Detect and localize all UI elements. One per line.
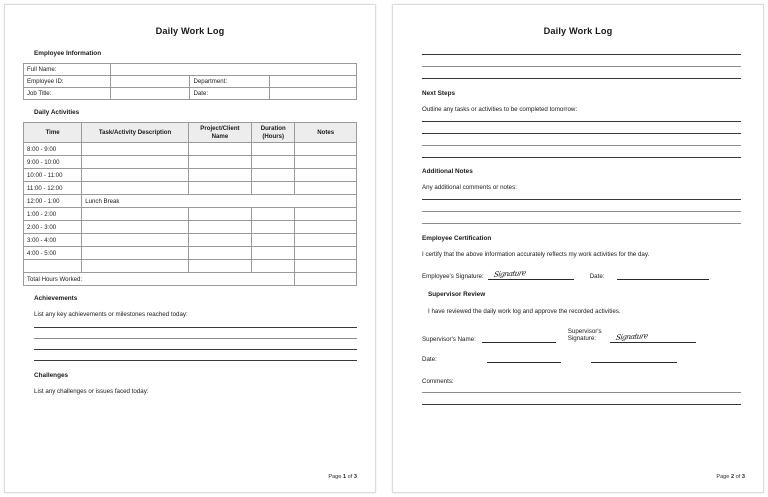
supervisor-name-label: Supervisor's Name: [422,335,476,343]
daily-activities-heading: Daily Activities [34,109,80,116]
lunch-break-cell: Lunch Break [82,195,357,208]
supervisor-date-secondary-input[interactable] [591,353,677,363]
page-2-footer [716,474,745,480]
activity-duration[interactable] [252,143,295,156]
page-1-footer [328,474,357,480]
supervisor-date-label: Date: [422,355,437,363]
activity-duration[interactable] [252,247,295,260]
total-hours-value[interactable] [295,273,357,286]
additional-notes-lines[interactable] [422,199,741,224]
activity-task[interactable] [82,169,189,182]
challenges-prompt: List any challenges or issues faced today: [34,388,149,396]
employee-signature-label: Employee's Signature: [422,273,484,280]
table-row[interactable] [24,76,357,88]
activity-task[interactable] [82,221,189,234]
activity-duration[interactable] [252,156,295,169]
footer-prefix: Page [716,474,731,480]
employee-information-table[interactable] [23,63,357,100]
challenges-heading: Challenges [34,372,69,380]
activity-task[interactable] [82,182,189,195]
activity-project[interactable] [188,234,251,247]
activity-duration[interactable] [252,221,295,234]
employee-full-name-label: Full Name: [24,64,111,76]
supervisor-name-row[interactable] [422,328,741,343]
table-row[interactable] [24,208,357,221]
activity-notes[interactable] [295,260,357,273]
activity-duration[interactable] [252,182,295,195]
signature-script: Signature [492,268,527,279]
employee-signature-row[interactable] [422,270,741,280]
footer-prefix: Page [328,474,343,480]
column-header-task: Task/Activity Description [82,123,189,143]
page-2-title: Daily Work Log [543,26,613,36]
activity-time: 10:00 - 11:00 [24,169,82,182]
comments-label: Comments: [422,377,454,385]
activity-time [24,260,82,273]
activity-duration[interactable] [252,234,295,247]
page-1-content [5,5,375,492]
comments-lines[interactable] [422,392,741,405]
employee-id-value[interactable] [110,76,190,88]
activity-project[interactable] [188,260,251,273]
footer-current-page: 2 [730,474,735,480]
footer-current-page: 1 [342,474,347,480]
table-row[interactable] [24,88,357,100]
document-page-1[interactable] [4,4,376,493]
activities-header-row [24,123,357,143]
supervisor-date-row[interactable] [422,353,741,363]
activity-time: 9:00 - 10:00 [24,156,82,169]
additional-notes-prompt: Any additional comments or notes: [422,184,517,191]
activity-duration[interactable] [252,208,295,221]
activity-notes[interactable] [295,182,357,195]
table-row[interactable] [24,221,357,234]
activity-project[interactable] [188,182,251,195]
activity-notes[interactable] [295,169,357,182]
activity-project[interactable] [188,221,251,234]
activity-task[interactable] [82,208,189,221]
table-row[interactable] [24,156,357,169]
next-steps-prompt: Outline any tasks or activities to be completed tomorrow: [422,106,578,113]
activity-project[interactable] [188,169,251,182]
department-label: Department: [190,76,270,88]
page-2-content [393,5,763,492]
activity-task[interactable] [82,234,189,247]
table-row[interactable] [24,247,357,260]
employee-signature-input[interactable] [488,270,574,280]
activity-duration[interactable] [252,260,295,273]
activity-task[interactable] [82,156,189,169]
date-value[interactable] [270,88,357,100]
column-header-project: Project/Client Name [188,123,251,143]
footer-total-pages: 3 [741,474,745,480]
activity-notes[interactable] [295,247,357,260]
department-value[interactable] [270,76,357,88]
activity-notes[interactable] [295,221,357,234]
activity-duration[interactable] [252,169,295,182]
table-row[interactable] [24,169,357,182]
footer-total-pages: 3 [353,474,357,480]
table-row[interactable] [24,260,357,273]
additional-notes-heading: Additional Notes [422,168,473,175]
page-2-top-lines[interactable] [422,54,741,79]
employee-certification-heading: Employee Certification [422,235,492,242]
next-steps-heading: Next Steps [422,90,456,97]
table-row[interactable] [24,182,357,195]
activity-project[interactable] [188,143,251,156]
activity-notes[interactable] [295,234,357,247]
column-header-notes: Notes [295,123,357,143]
activity-notes[interactable] [295,208,357,221]
activity-time: 12:00 - 1:00 [24,195,82,208]
activity-project[interactable] [188,156,251,169]
activity-notes[interactable] [295,156,357,169]
activity-time: 4:00 - 5:00 [24,247,82,260]
supervisor-date-input[interactable] [487,353,561,363]
achievements-lines[interactable] [34,327,357,361]
job-title-value[interactable] [110,88,190,100]
write-line[interactable] [422,404,741,405]
achievements-heading: Achievements [34,295,78,303]
column-header-time: Time [24,123,82,143]
activity-project[interactable] [188,208,251,221]
employee-information-heading: Employee Information [34,50,102,57]
signature-script: Signature [614,330,649,342]
page-1-title: Daily Work Log [155,26,225,36]
employee-id-label: Employee ID: [24,76,111,88]
next-steps-lines[interactable] [422,121,741,158]
employee-certification-statement: I certify that the above information accurately reflects my work activities for the day. [422,251,650,258]
job-title-label: Job Title: [24,88,111,100]
table-row-lunch[interactable] [24,195,357,208]
supervisor-signature-input[interactable] [610,330,696,343]
employee-date-label: Date: [589,273,605,280]
activity-task[interactable] [82,260,189,273]
employee-full-name-value[interactable] [110,64,356,76]
activity-time: 3:00 - 4:00 [24,234,82,247]
footer-middle: of [346,474,354,480]
activity-time: 11:00 - 12:00 [24,182,82,195]
supervisor-signature-label: Supervisor's Signature: [567,328,602,343]
activity-task[interactable] [82,247,189,260]
document-page-2[interactable] [392,4,764,493]
total-hours-label: Total Hours Worked: [24,273,295,286]
activity-task[interactable] [82,143,189,156]
activity-notes[interactable] [295,143,357,156]
employee-date-input[interactable] [617,270,709,280]
table-row[interactable] [24,143,357,156]
activity-time: 2:00 - 3:00 [24,221,82,234]
table-row-total[interactable] [24,273,357,286]
footer-middle: of [734,474,742,480]
supervisor-review-heading: Supervisor Review [428,291,486,298]
supervisor-name-input[interactable] [482,333,556,343]
table-row[interactable] [24,234,357,247]
activity-project[interactable] [188,247,251,260]
supervisor-review-statement: I have reviewed the daily work log and approve the recorded activities. [428,308,621,315]
table-row[interactable] [24,64,357,76]
daily-activities-table[interactable] [23,122,357,286]
activity-time: 8:00 - 9:00 [24,143,82,156]
column-header-duration: Duration (Hours) [252,123,295,143]
achievements-prompt: List any key achievements or milestones reached today: [34,311,188,319]
date-label: Date: [190,88,270,100]
activity-time: 1:00 - 2:00 [24,208,82,221]
